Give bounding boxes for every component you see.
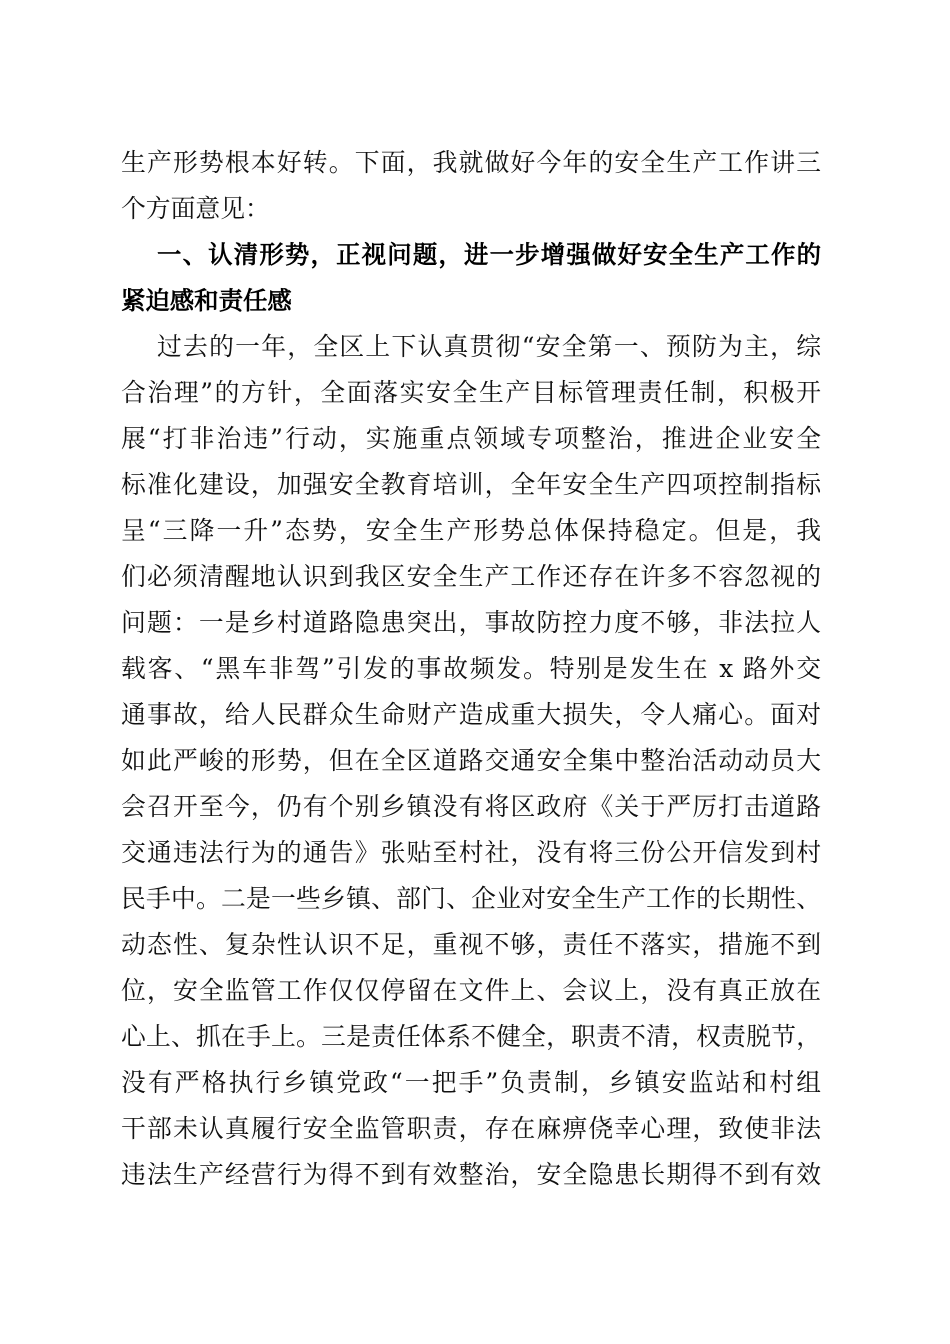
paragraph-line: 问题：一是乡村道路隐患突出，事故防控力度不够，非法拉人 (121, 608, 821, 637)
paragraph-line: 呈“三降一升”态势，安全生产形势总体保持稳定。但是，我 (121, 516, 821, 545)
section-heading-line: 紧迫感和责任感 (121, 286, 292, 315)
paragraph-line: 民手中。二是一些乡镇、部门、企业对安全生产工作的长期性、 (121, 884, 821, 913)
paragraph-line: 过去的一年，全区上下认真贯彻“安全第一、预防为主，综 (157, 332, 821, 361)
paragraph-line: 个方面意见： (121, 194, 270, 223)
paragraph-line: 如此严峻的形势，但在全区道路交通安全集中整治活动动员大 (121, 746, 821, 775)
paragraph-line: 违法生产经营行为得不到有效整治，安全隐患长期得不到有效 (121, 1160, 821, 1189)
section-heading-line: 一、认清形势，正视问题，进一步增强做好安全生产工作的 (157, 240, 821, 269)
paragraph-line: 载客、“黑车非驾”引发的事故频发。特别是发生在 x 路外交 (121, 654, 821, 683)
document-body (121, 140, 821, 1198)
paragraph-line: 通事故，给人民群众生命财产造成重大损失，令人痛心。面对 (121, 700, 821, 729)
paragraph-line: 没有严格执行乡镇党政“一把手”负责制，乡镇安监站和村组 (121, 1068, 821, 1097)
paragraph-line: 合治理”的方针，全面落实安全生产目标管理责任制，积极开 (121, 378, 821, 407)
paragraph-line: 标准化建设，加强安全教育培训，全年安全生产四项控制指标 (121, 470, 821, 499)
paragraph-line: 会召开至今，仍有个别乡镇没有将区政府《关于严厉打击道路 (121, 792, 821, 821)
paragraph-line: 交通违法行为的通告》张贴至村社，没有将三份公开信发到村 (121, 838, 821, 867)
paragraph-line: 动态性、复杂性认识不足，重视不够，责任不落实，措施不到 (121, 930, 821, 959)
paragraph-line: 展“打非治违”行动，实施重点领域专项整治，推进企业安全 (121, 424, 821, 453)
paragraph-line: 位，安全监管工作仅仅停留在文件上、会议上，没有真正放在 (121, 976, 821, 1005)
paragraph-line: 生产形势根本好转。下面，我就做好今年的安全生产工作讲三 (121, 148, 821, 177)
paragraph-line: 心上、抓在手上。三是责任体系不健全，职责不清，权责脱节， (121, 1022, 821, 1051)
paragraph-line: 干部未认真履行安全监管职责，存在麻痹侥幸心理，致使非法 (121, 1114, 821, 1143)
paragraph-line: 们必须清醒地认识到我区安全生产工作还存在许多不容忽视的 (121, 562, 821, 591)
